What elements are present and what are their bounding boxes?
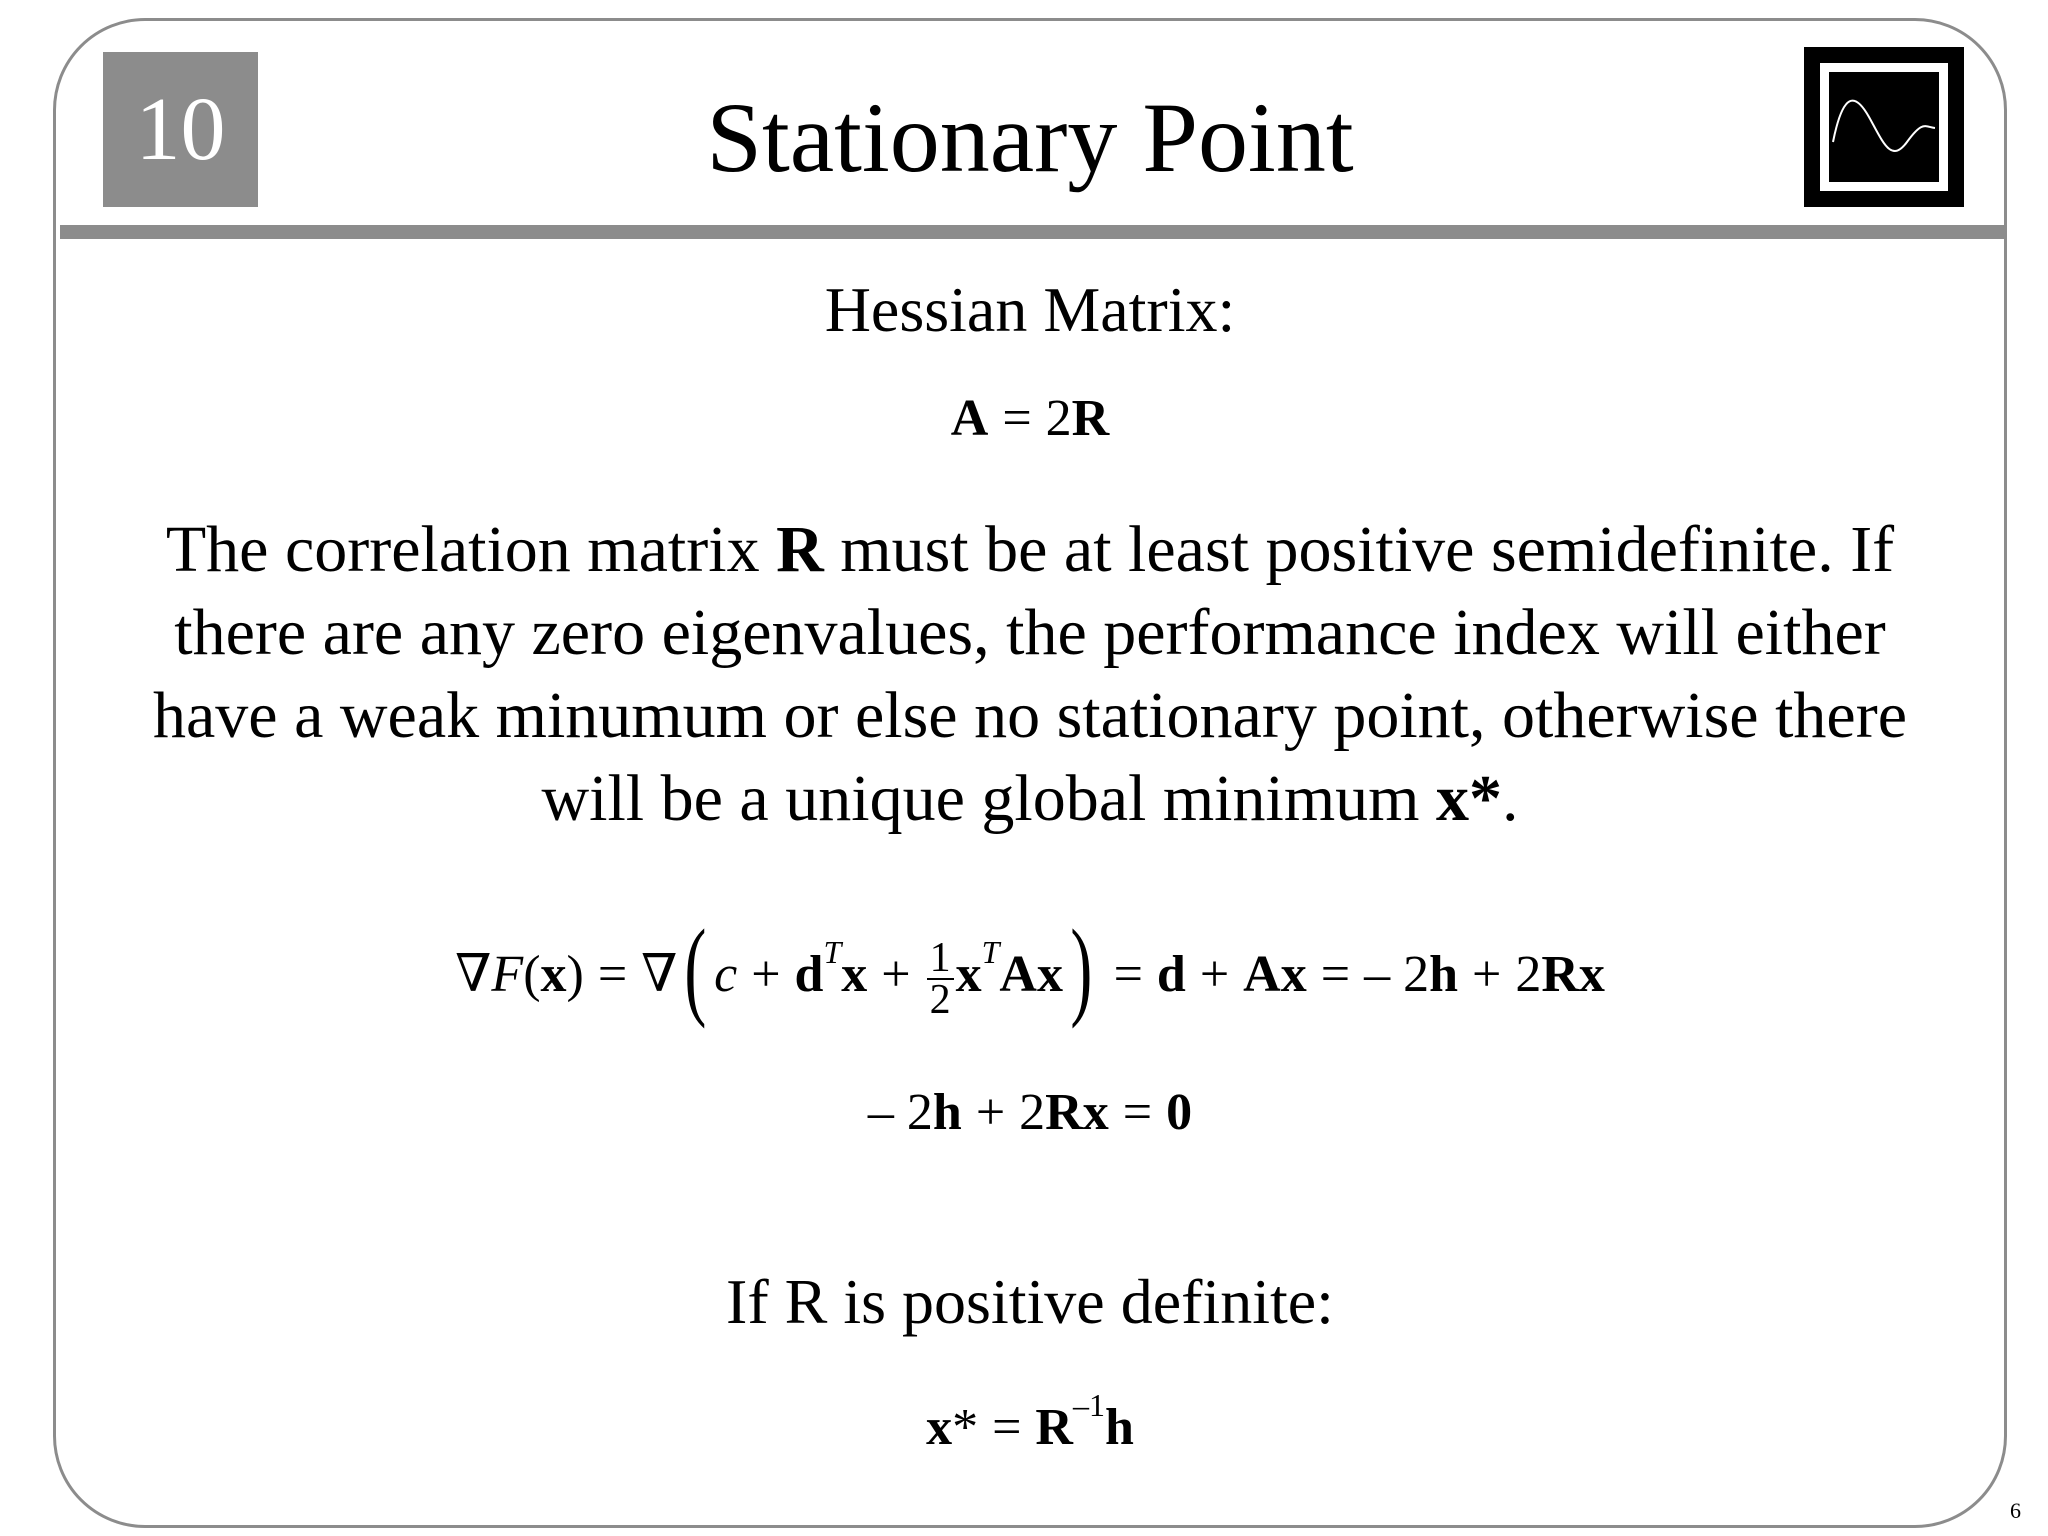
gradient-equation: ∇F(x) = ∇( $c + d^Tx$ + $\frac{1}{2}$ $x^TAx) = d + Ax$ = – 2h + 2Rx	[455, 907, 1605, 1029]
sine-wave-monitor-icon	[1804, 47, 1964, 207]
solution-equation: $x* = R^{-1}h$	[926, 1387, 1134, 1456]
paragraph-text-1: The correlation matrix	[165, 513, 777, 586]
slide-title: Stationary Point	[706, 82, 1354, 193]
paragraph-text-3: .	[1502, 762, 1519, 835]
header-divider	[60, 225, 2004, 239]
page-number: 6	[2010, 1498, 2021, 1523]
positive-definite-heading: If R is positive definite:	[726, 1266, 1334, 1337]
hessian-heading: Hessian Matrix:	[824, 274, 1236, 345]
paragraph-bold-r: R	[776, 513, 824, 586]
paragraph-bold-x-star: x*	[1436, 762, 1503, 835]
hessian-equation: A = 2R	[950, 390, 1110, 447]
correlation-paragraph	[110, 508, 1950, 840]
chapter-number-badge: 10	[103, 52, 258, 207]
zero-condition-equation: – 2h + 2Rx = 0	[867, 1084, 1193, 1141]
paragraph-text-2: must be at least positive semidefinite. If there are any zero eigenvalues, the performance index will either have a weak minumum or else no stationary point, otherwise there will be a unique global minimum	[153, 513, 1907, 835]
